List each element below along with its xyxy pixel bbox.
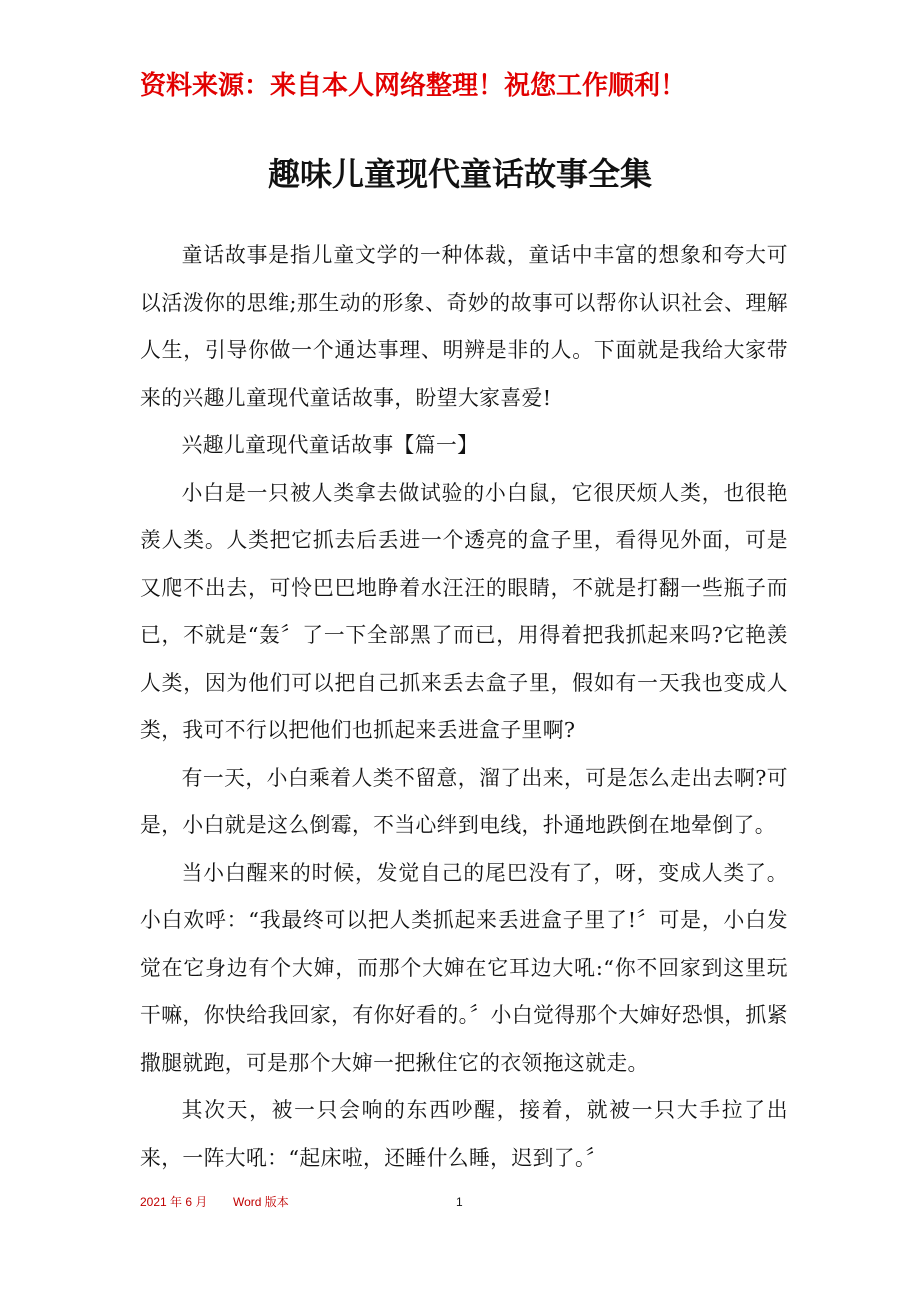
source-notice: 资料来源：来自本人网络整理！祝您工作顺利！	[140, 71, 687, 101]
paragraph: 当小白醒来的时候，发觉自己的尾巴没有了，呀，变成人类了。小白欢呼：“我最终可以把人类抓起来丢进盒子里了!〞可是，小白发觉在它身边有个大婶，而那个大婶在它耳边大吼:“你不回家到这里玩干嘛，你快给我回家，有你好看的。〞小白觉得那个大婶好恐惧，抓紧撒腿就跑，可是那个大婶一把揪住它的衣领拖这就走。	[140, 860, 788, 1075]
page-footer	[140, 1192, 540, 1212]
paragraph-intro: 童话故事是指儿童文学的一种体裁，童话中丰富的想象和夸大可以活泼你的思维;那生动的形象、奇妙的故事可以帮你认识社会、理解人生，引导你做一个通达事理、明辨是非的人。下面就是我给大家带来的兴趣儿童现代童话故事，盼望大家喜爱!	[140, 243, 788, 410]
footer-version: Word 版本	[233, 1195, 289, 1209]
document-body	[140, 232, 788, 1182]
footer-date: 2021 年 6 月	[140, 1195, 208, 1209]
section-heading: 兴趣儿童现代童话故事【篇一】	[181, 433, 479, 457]
document-title: 趣味儿童现代童话故事全集	[267, 155, 652, 193]
page-number: 1	[456, 1195, 463, 1209]
paragraph: 小白是一只被人类拿去做试验的小白鼠，它很厌烦人类，也很艳羡人类。人类把它抓去后丢进一个透亮的盒子里，看得见外面，可是又爬不出去，可怜巴巴地睁着水汪汪的眼睛，不就是打翻一些瓶子而已，不就是“轰〞了一下全部黑了而已，用得着把我抓起来吗?它艳羡人类，因为他们可以把自己抓来丢去盒子里，假如有一天我也变成人类，我可不行以把他们也抓起来丢进盒子里啊?	[140, 480, 788, 742]
paragraph: 有一天，小白乘着人类不留意，溜了出来，可是怎么走出去啊?可是，小白就是这么倒霉，不当心绊到电线，扑通地跌倒在地晕倒了。	[140, 765, 788, 837]
paragraph: 其次天，被一只会响的东西吵醒，接着，就被一只大手拉了出来，一阵大吼：“起床啦，还睡什么睡，迟到了。〞	[140, 1098, 788, 1170]
